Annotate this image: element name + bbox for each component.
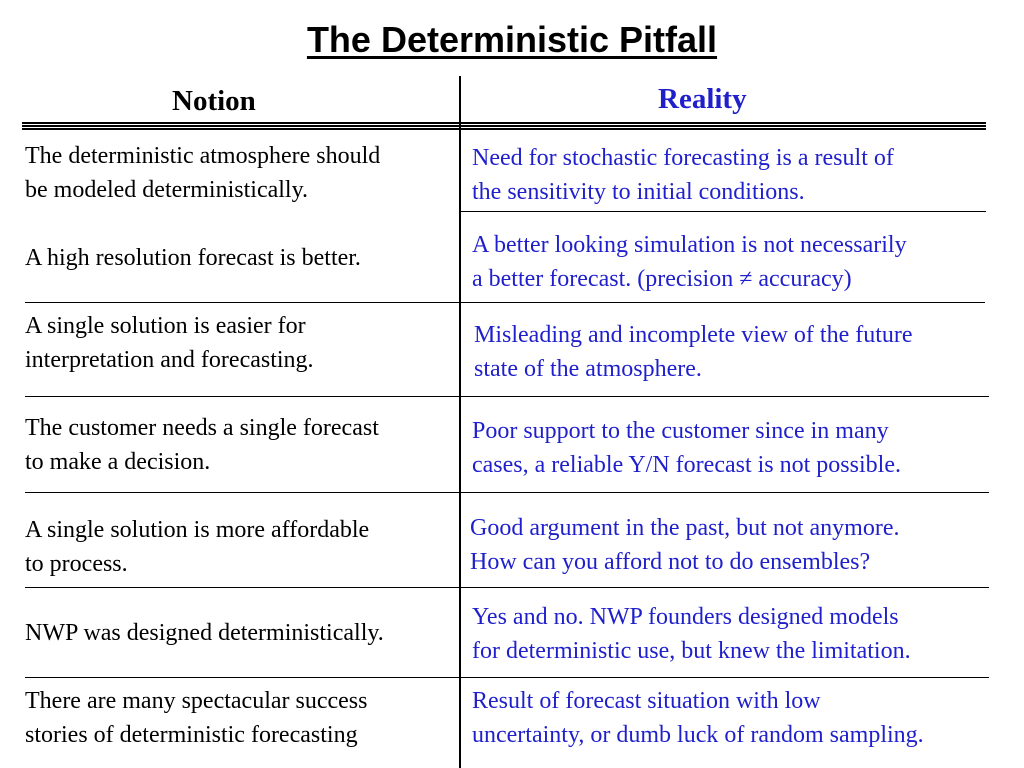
notion-cell-3	[25, 309, 314, 377]
notion-line: stories of deterministic forecasting	[25, 722, 358, 748]
column-header-reality: Reality	[658, 83, 747, 115]
notion-line: A single solution is easier for	[25, 313, 306, 339]
reality-line: the sensitivity to initial conditions.	[472, 179, 805, 205]
notion-line: The customer needs a single forecast	[25, 415, 379, 441]
reality-cell-5	[470, 511, 899, 579]
reality-line: Need for stochastic forecasting is a result of	[472, 145, 894, 171]
reality-cell-2	[472, 228, 907, 296]
row-separator	[25, 677, 989, 678]
notion-line: NWP was designed deterministically.	[25, 620, 384, 646]
reality-line: Yes and no. NWP founders designed models	[472, 604, 899, 630]
notion-line: There are many spectacular success	[25, 688, 368, 714]
header-rule	[22, 125, 986, 127]
reality-line: state of the atmosphere.	[474, 356, 702, 382]
reality-line: cases, a reliable Y/N forecast is not possible.	[472, 452, 901, 478]
row-separator	[25, 302, 985, 303]
reality-line: Poor support to the customer since in many	[472, 418, 889, 444]
row-separator	[25, 492, 989, 493]
reality-line: Result of forecast situation with low	[472, 688, 821, 714]
notion-cell-4	[25, 411, 379, 479]
reality-cell-3	[474, 318, 913, 386]
reality-line: a better forecast. (precision ≠ accuracy)	[472, 266, 852, 292]
header-rule	[22, 128, 986, 130]
reality-line: for deterministic use, but knew the limitation.	[472, 638, 911, 664]
row-separator	[25, 587, 989, 588]
notion-cell-5	[25, 513, 369, 581]
notion-line: A single solution is more affordable	[25, 517, 370, 543]
notion-line: to make a decision.	[25, 449, 211, 475]
notion-line: A high resolution forecast is better.	[25, 245, 361, 271]
notion-cell-7	[25, 684, 367, 752]
reality-cell-4	[472, 414, 901, 482]
row-separator	[460, 211, 986, 212]
row-separator	[25, 396, 989, 397]
reality-cell-6	[472, 600, 911, 668]
header-rule	[22, 122, 986, 124]
notion-cell-2	[25, 241, 361, 275]
reality-line: uncertainty, or dumb luck of random sampling.	[472, 722, 924, 748]
reality-line: Misleading and incomplete view of the future	[474, 322, 913, 348]
notion-cell-6	[25, 616, 384, 650]
notion-cell-1	[25, 139, 380, 207]
column-divider	[459, 76, 461, 768]
notion-line: be modeled deterministically.	[25, 177, 309, 203]
reality-cell-7	[472, 684, 924, 752]
reality-cell-1	[472, 141, 894, 209]
notion-line: interpretation and forecasting.	[25, 347, 314, 373]
reality-line: A better looking simulation is not necessarily	[472, 232, 907, 258]
column-header-notion: Notion	[172, 85, 256, 117]
notion-line: The deterministic atmosphere should	[25, 143, 381, 169]
reality-line: Good argument in the past, but not anymore.	[470, 515, 900, 541]
reality-line: How can you afford not to do ensembles?	[470, 549, 871, 575]
slide-title: The Deterministic Pitfall	[306, 19, 718, 60]
notion-line: to process.	[25, 551, 128, 577]
